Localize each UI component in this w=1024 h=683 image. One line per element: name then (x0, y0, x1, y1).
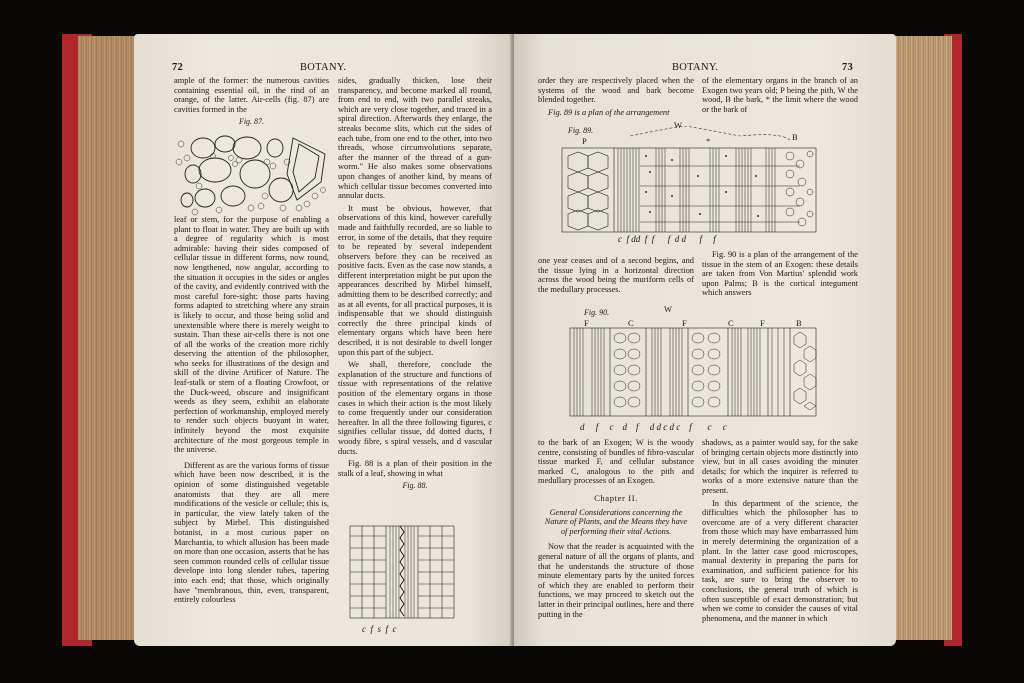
page-edges-left (78, 36, 136, 640)
figure-89-letters: c f dd f f f d d f f (618, 234, 716, 244)
figure-90-b: B (796, 318, 802, 328)
right-top-right-column (702, 76, 858, 117)
paragraph: In this department of the science, the difficulties which the philosopher has to overcome are of a very different character from those which may have embarrassed him in merely determining the organization of a plant. In the latter case good microscopes, manual dexterity in preparing the parts for examination, and sufficient patience for his task, are sure to bring the observer to conclusions, the general truth of which is often susceptible of exact demonstration; but when we come to consider the causes of vital phenomena, and the manner in which (702, 498, 858, 623)
paragraph: Fig. 88 is a plan of their position in the stalk of a leaf, showing in what (338, 459, 492, 478)
page-edges-right (890, 36, 952, 640)
paragraph: It must be obvious, however, that observations of this kind, however carefully made and faithfully recorded, are so liable to error, in some of the details, that they require to be repeated by several independent observers before they can be received as positive facts. Even as the case now stands, a different interpretation might be put upon the appearances described by Mirbel himself, admitting them to be described correctly; and as at all events, for all practical purposes, it is indispensable that we should distinguish correctly the three principal kinds of elementary organs which have been here described, it is not desirable to dwell longer upon this part of the subject. (338, 203, 492, 357)
figure-90-c2: C (728, 318, 734, 328)
figure-90-label: Fig. 90. (584, 308, 610, 317)
figure-87-air-cells (175, 134, 327, 216)
chapter-title: General Considerations concerning the Nature of Plants, and the Means they have of performing their vital Actions. (544, 507, 688, 536)
figure-88-letters: c f s f c (362, 624, 397, 634)
paragraph: of the elementary organs in the branch of an Exogen two years old; P being the pith, W the wood, B the bark, * the limit where the wood or the bark of (702, 76, 858, 114)
running-head-left: BOTANY. (300, 62, 347, 73)
figure-89-b: B (792, 132, 798, 142)
figure-90-w: W (664, 304, 673, 314)
running-head-right: BOTANY. (672, 62, 719, 73)
paragraph: Fig. 89 is a plan of the arrangement (548, 107, 670, 117)
page-number-left: 72 (172, 62, 184, 73)
right-bottom-right-column (702, 438, 858, 626)
paragraph: Now that the reader is acquainted with the general nature of all the organs of plants, and that he understands the structure of those minute elementary parts by the united forces of which they are enabled to perform their functions, we may proceed to sketch out the latter in their principal outlines, here and there putting in the (538, 542, 694, 619)
figure-89-label: Fig. 89. (568, 126, 594, 135)
paragraph: Different as are the various forms of tissue which have been now described, it is the opinion of some distinguished vegetable anatomists that they are all mere modifications of the vesicle or cellule; this is, in particular, the view lately taken of the subject by Mirbel. This distinguished botanist, in a most curious paper on Marchantia, to which allusion has been made on more than one occasion, asserts that he has seen common rounded cells of cellular tissue develope into long slender tubes, tapering into each end; that those, which originally have "membranous, thin, even, transparent, entirely colourless (174, 460, 329, 605)
right-page (514, 34, 896, 646)
paragraph: Fig. 90 is a plan of the arrangement of the tissue in the stem of an Exogen: these details are taken from Von Martius' splendid work upon Palms; B is the cortical integument which answers (702, 250, 858, 298)
paragraph: one year ceases and of a second begins, and the tissue lying in a horizontal direction across the wood being the muriform cells of the medullary processes. (538, 256, 694, 294)
paragraph: ample of the former: the numerous cavities containing essential oil, in the rind of an orange, of the latter. Air-cells (fig. 87) are cavities formed in the (174, 76, 329, 114)
figure-90-c1: C (628, 318, 634, 328)
paragraph: to the bark of an Exogen; W is the woody centre, consisting of bundles of fibro-vascular tissue marked F, and cellular substance marked C, analogous to the pith and medullary processes of an Exogen. (538, 438, 694, 486)
paragraph: leaf or stem, for the purpose of enabling a plant to float in water. They are built up with a degree of regularity which is most admirable: having their sides composed of cellular tissue in different forms, now round, now lengthened, now angular, according to the situation it occupies in the sides or angles of the cavity, and evidently contrived with the most careful fore-sight: those parts having forms adapted to stretching where any strain is likely to occur, and those being solid and unextensible where there is merely weight to sustain. Than these air-cells there is not one of all the works of the creation more richly deserving the attention of the philosopher, who seeks for illustrations of the design and skill of the divine Artificer of Nature. The leaf-stalk or stem of a floating Crowfoot, or the Duck-weed, obscure and insignificant weeds as they seem, exhibit an elaborate perfection of workmanship, employed merely to render such objects buoyant in water, infinitely beyond the most exquisite architecture of the most gorgeous temple in the universe. (174, 214, 329, 455)
paragraph: shadows, as a painter would say, for the sake of bringing certain objects more distinctly into view, but in all cases avoiding the minuter details; for which the inquirer is referred to works of a more extensive nature than the present. (702, 438, 858, 495)
right-mid-left-column (538, 256, 694, 297)
right-bottom-left-column (538, 438, 694, 622)
paragraph: We shall, therefore, conclude the explanation of the structure and functions of tissue with representations of the relative position of the elementary organs in those cases in which their action is the most likely to come frequently under our consideration hereafter. In all the three following figures, c signifies cellular tissue, dd dotted ducts, f woody fibre, s spiral vessels, and d vascular ducts. (338, 360, 492, 456)
figure-90-f3: F (760, 318, 765, 328)
paragraph: order they are respectively placed when the systems of the wood and bark become blended together. (538, 76, 694, 105)
left-column-2 (338, 76, 492, 493)
paragraph: sides, gradually thicken, lose their transparency, and become marked all round, from end to end, with two parallel streaks, which are very close together, and traced in a spiral direction. Afterwards they enlarge, the streaks become slits, which cut the sides of each tube, from one end to the other, into two threads, whose circumvolutions separate, after the manner of the thread of a gun-worm." He also makes some observations upon changes of another kind, by means of which cellular tissue becomes converted into annular ducts. (338, 76, 492, 201)
figure-89-star: * (706, 136, 711, 146)
figure-90-letters: d f c d f d d c d c f c c (580, 422, 727, 432)
page-number-right: 73 (842, 62, 854, 73)
right-top-left-column (538, 76, 694, 120)
figure-90-stem (568, 326, 818, 418)
left-page (134, 34, 514, 646)
right-mid-right-column (702, 250, 858, 301)
figure-89-branch (560, 126, 820, 236)
figure-87-label: Fig. 87. (238, 117, 265, 127)
figure-90-f2: F (682, 318, 687, 328)
figure-90-f1: F (584, 318, 589, 328)
chapter-heading: Chapter II. (594, 492, 638, 503)
figure-88-leaf-stalk (348, 524, 456, 620)
figure-89-w: W (674, 120, 683, 130)
figure-88-label: Fig. 88. (402, 481, 428, 491)
figure-89-p: P (582, 136, 587, 146)
